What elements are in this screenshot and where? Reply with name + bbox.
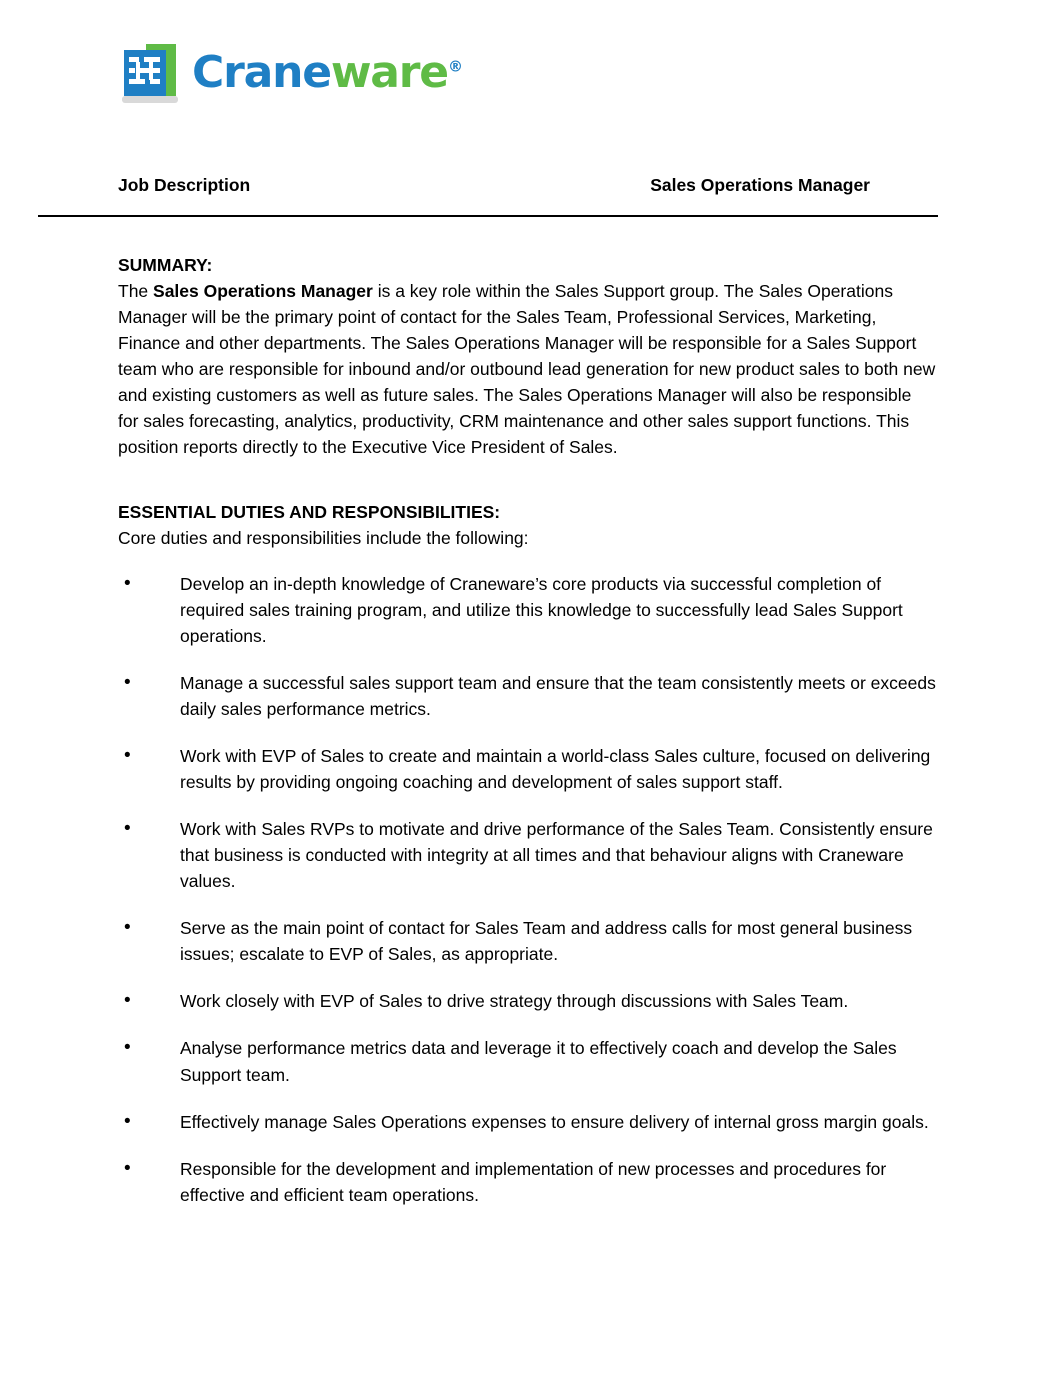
craneware-wordmark — [192, 47, 462, 98]
bullet-icon: • — [124, 818, 131, 840]
list-item — [118, 670, 936, 722]
summary-lead-bold: Sales Operations Manager — [153, 281, 373, 302]
list-item-text: Work closely with EVP of Sales to drive strategy through discussions with Sales Team. — [180, 991, 849, 1012]
registered-mark: ® — [447, 57, 462, 76]
list-item — [118, 743, 936, 795]
summary-paragraph — [118, 278, 936, 460]
bullet-icon: • — [124, 744, 131, 766]
logo-text-ware: ware — [330, 47, 448, 98]
list-item — [118, 1109, 936, 1135]
bullet-icon: • — [124, 1110, 131, 1132]
bullet-icon: • — [124, 917, 131, 939]
list-item-text: Analyse performance metrics data and leverage it to effectively coach and develop the Sales Support team. — [180, 1038, 897, 1085]
list-item-text: Effectively manage Sales Operations expenses to ensure delivery of internal gross margin goals. — [180, 1111, 929, 1132]
list-item — [118, 1156, 936, 1208]
list-item — [118, 571, 936, 649]
bullet-icon: • — [124, 1037, 131, 1059]
list-item — [118, 1035, 936, 1087]
list-item-text: Work with EVP of Sales to create and maintain a world-class Sales culture, focused on delivering results by providing ongoing coaching and development of sales support staff. — [180, 745, 931, 792]
duties-intro: Core duties and responsibilities include the following: — [118, 527, 529, 548]
list-item-text: Responsible for the development and implementation of new processes and procedures for effective and efficient team operations. — [180, 1158, 887, 1205]
craneware-logo-icon — [118, 40, 184, 102]
list-item — [118, 988, 936, 1014]
header-doc-type: Job Description — [118, 175, 251, 195]
header-job-title: Sales Operations Manager — [650, 175, 870, 195]
summary-heading: SUMMARY: — [118, 255, 213, 275]
bullet-icon: • — [124, 990, 131, 1012]
summary-lead-prefix: The — [118, 281, 154, 302]
bullet-icon: • — [124, 671, 131, 693]
bullet-icon: • — [124, 572, 131, 594]
list-item — [118, 915, 936, 967]
duties-list — [118, 571, 936, 1208]
list-item-text: Manage a successful sales support team and ensure that the team consistently meets or exceeds daily sales performance metrics. — [180, 672, 936, 719]
craneware-logo — [118, 38, 462, 104]
list-item — [118, 816, 936, 894]
summary-body: is a key role within the Sales Support group. The Sales Operations Manager will be the primary point of contact for the Sales Team, Professional Services, Marketing, Finance and other departments. The Sales Operations Manager will be responsible for a Sales Support team who are responsible for inbound and/or outbound lead generation for new product sales to both new and existing customers as well as future sales. The Sales Operations Manager will also be responsible for sales forecasting, analytics, productivity, CRM maintenance and other sales support functions. This position reports directly to the Executive Vice President of Sales. — [118, 281, 936, 458]
duties-heading: ESSENTIAL DUTIES AND RESPONSIBILITIES: — [118, 501, 501, 522]
document-header — [118, 175, 936, 196]
list-item-text: Work with Sales RVPs to motivate and drive performance of the Sales Team. Consistently ensure that business is conducted with integrity at all times and that behaviour aligns with Craneware values. — [180, 819, 933, 892]
bullet-icon: • — [124, 1157, 131, 1179]
logo-text-crane: Crane — [192, 47, 331, 98]
document-body — [118, 252, 936, 1229]
list-item-text: Develop an in-depth knowledge of Craneware’s core products via successful completion of required sales training program, and utilize this knowledge to successfully lead Sales Support operations. — [180, 573, 903, 646]
header-divider — [38, 215, 938, 217]
list-item-text: Serve as the main point of contact for Sales Team and address calls for most general business issues; escalate to EVP of Sales, as appropriate. — [180, 918, 913, 965]
